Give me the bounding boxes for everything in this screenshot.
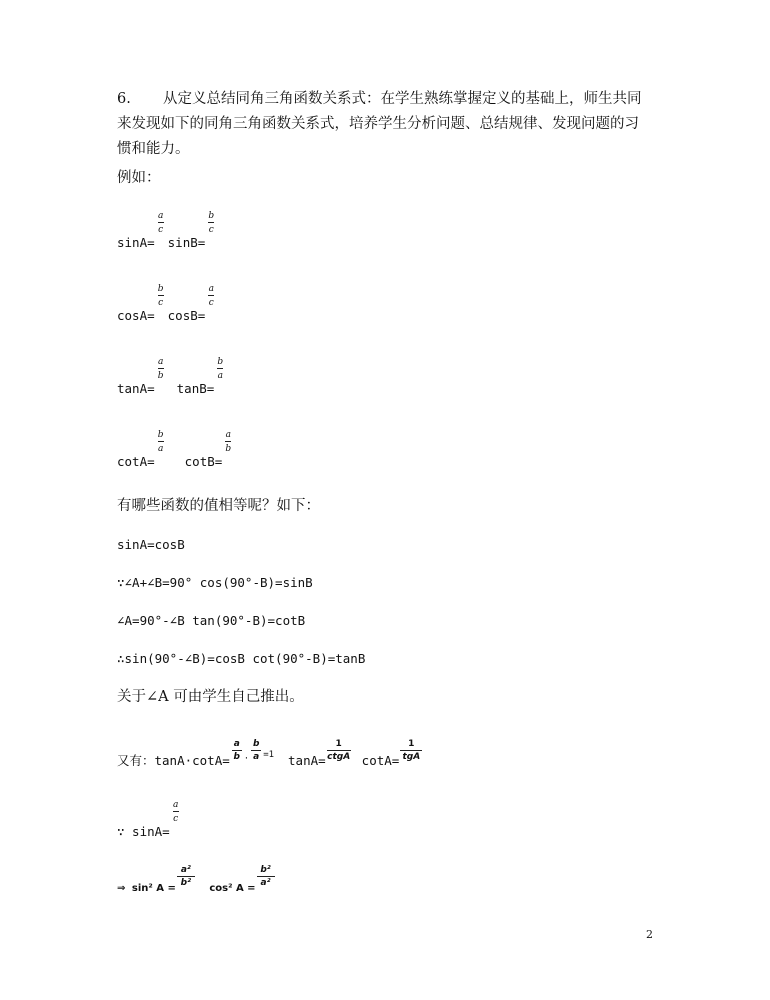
tan-a-denominator: b: [157, 371, 164, 381]
fraction-bar: [257, 876, 275, 877]
product-fraction-1: [230, 739, 244, 765]
fraction-bar: [173, 811, 179, 812]
fraction-bar: [251, 750, 261, 751]
tan-b-fraction: [215, 357, 225, 393]
cot-b-label: cotB=: [184, 454, 223, 469]
cos-squared-denominator: a²: [260, 878, 271, 888]
paragraph-text: 从定义总结同角三角函数关系式：在学生熟练掌握定义的基础上，师生共同来发现如下的同角三角函数关系式，培养学生分析问题、总结规律、发现问题的习惯和能力。: [117, 91, 642, 157]
tan-a-numerator: a: [157, 357, 164, 367]
tan-b-numerator: b: [217, 357, 224, 367]
sin-a-fraction: [156, 211, 166, 247]
also-prefix: 又有：tanA·cotA=: [117, 753, 230, 768]
example-label: 例如：: [117, 170, 161, 186]
fraction-bar: [225, 441, 231, 442]
page-number: 2: [646, 928, 653, 941]
definition-row-tan: [117, 357, 226, 399]
implies-line: [117, 865, 276, 894]
sin-squared-denominator: b²: [180, 878, 192, 888]
tan-a-reciprocal-label: tanA=: [288, 753, 326, 768]
identity-line-3: ∠A=90°-∠B tan(90°-B)=cotB: [117, 613, 306, 628]
product-denominator-1: b: [233, 752, 240, 762]
sin-b-denominator: c: [208, 225, 214, 235]
question-line: 有哪些函数的值相等呢？如下：: [117, 498, 320, 514]
also-line: [117, 739, 423, 773]
implies-arrow: ⇒: [117, 883, 126, 894]
sin-squared-fraction: [176, 865, 196, 891]
product-numerator-1: a: [233, 739, 240, 749]
fraction-bar: [158, 222, 164, 223]
fraction-bar: [327, 750, 351, 751]
cot-a-label: cotA=: [117, 454, 155, 469]
cos-a-fraction: [156, 284, 166, 320]
cot-a-reciprocal-label: cotA=: [361, 753, 400, 768]
fraction-bar: [158, 368, 164, 369]
fraction-bar: [400, 750, 422, 751]
cot-b-denominator: b: [225, 444, 232, 454]
sin-a-numerator: a: [157, 211, 164, 221]
tan-reciprocal-denominator: ctgA: [327, 752, 351, 762]
sin-squared-label: sin² A =: [131, 883, 176, 894]
fraction-bar: [232, 750, 242, 751]
cos-b-fraction: [206, 284, 216, 320]
product-dot: ·: [243, 754, 250, 764]
cos-b-label: cosB=: [167, 308, 206, 323]
tan-reciprocal-fraction: [326, 739, 352, 765]
definition-row-cos: [117, 284, 217, 326]
cos-a-denominator: c: [158, 298, 164, 308]
cot-reciprocal-denominator: tgA: [402, 752, 421, 762]
product-fraction-2: [249, 739, 263, 765]
sin-b-fraction: [206, 211, 216, 247]
because-numerator: a: [173, 800, 179, 810]
cos-squared-label: cos² A =: [209, 883, 256, 894]
tan-reciprocal-numerator: 1: [335, 739, 342, 749]
sin-b-numerator: b: [208, 211, 215, 221]
fraction-bar: [177, 876, 195, 877]
sin-squared-numerator: a²: [180, 865, 191, 875]
cos-a-numerator: b: [157, 284, 164, 294]
fraction-bar: [208, 222, 214, 223]
cot-b-fraction: [223, 430, 233, 466]
cos-a-label: cosA=: [117, 308, 155, 323]
identity-line-2: ∵∠A+∠B=90° cos(90°-B)=sinB: [117, 575, 313, 590]
identity-line-1: sinA=cosB: [117, 537, 185, 552]
paragraph-6: [117, 87, 652, 162]
cot-b-numerator: a: [225, 430, 231, 440]
cot-a-denominator: a: [157, 444, 164, 454]
because-fraction: [171, 800, 181, 836]
because-line: [117, 800, 182, 842]
product-numerator-2: b: [252, 739, 260, 749]
sin-a-label: sinA=: [117, 235, 155, 250]
sin-a-denominator: c: [158, 225, 164, 235]
product-denominator-2: a: [253, 752, 260, 762]
sin-b-label: sinB=: [167, 235, 206, 250]
cot-reciprocal-numerator: 1: [408, 739, 415, 749]
tan-b-label: tanB=: [176, 381, 215, 396]
fraction-bar: [217, 368, 223, 369]
cot-a-numerator: b: [157, 430, 164, 440]
fraction-bar: [158, 295, 164, 296]
cos-b-denominator: c: [208, 298, 214, 308]
definition-row-sin: [117, 211, 217, 253]
cos-b-numerator: a: [208, 284, 214, 294]
cot-reciprocal-fraction: [399, 739, 423, 765]
fraction-bar: [158, 441, 164, 442]
identity-line-4: ∴sin(90°-∠B)=cosB cot(90°-B)=tanB: [117, 651, 366, 666]
tan-a-fraction: [156, 357, 166, 393]
conclusion-line: 关于∠A 可由学生自己推出。: [117, 689, 304, 705]
cot-a-fraction: [156, 430, 166, 466]
definition-row-cot: [117, 430, 234, 472]
because-prefix: ∵ sinA=: [117, 824, 170, 839]
tan-a-label: tanA=: [117, 381, 155, 396]
tan-b-denominator: a: [217, 371, 223, 381]
fraction-bar: [208, 295, 214, 296]
product-result: =1: [263, 750, 275, 760]
cos-squared-numerator: b²: [260, 865, 271, 875]
paragraph-number: 6.: [117, 91, 131, 107]
cos-squared-fraction: [256, 865, 276, 891]
because-denominator: c: [173, 814, 179, 824]
